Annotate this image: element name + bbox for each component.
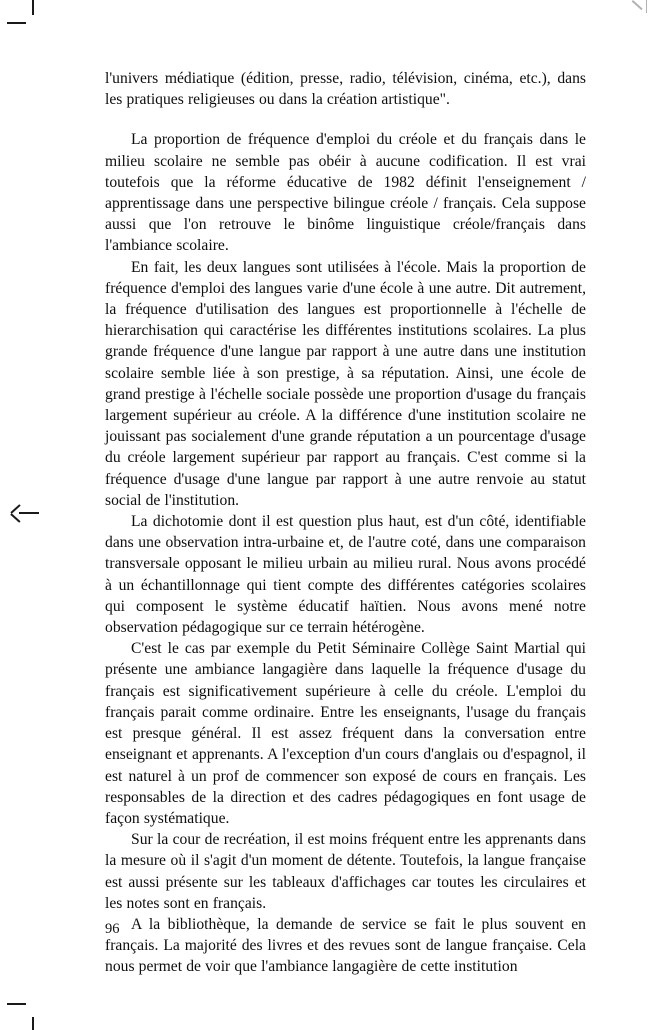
crop-mark-bottom-left-horizontal (7, 1003, 26, 1005)
registration-arrow-mark (11, 503, 39, 523)
paragraph-4: La dichotomie dont il est question plus haut, est d'un côté, identifiable dans une observation intra-urbaine et, de l'autre coté, dans une comparaison transversale opposant le milieu urbain au milieu rural. Nous avons procédé à un échantillonnage qui tient compte des différentes catégories scolaires qui composent le système éducatif haïtien. Nous avons mené notre observation pédagogique sur ce terrain hétérogène. (105, 513, 586, 637)
paragraph-1: l'univers médiatique (édition, presse, radio, télévision, cinéma, etc.), dans les pratiques religieuses ou dans la création artistique". (105, 70, 586, 109)
page-number: 96 (105, 921, 120, 937)
registration-arrow-bar (19, 512, 39, 514)
paragraph-7: A la bibliothèque, la demande de service se fait le plus souvent en français. La majorité des livres et des revues sont de langue française. Cela nous permet de voir que l'ambiance langagière de cette institution (105, 915, 586, 976)
paragraph-3: En fait, les deux langues sont utilisées à l'école. Mais la proportion de fréquence d'emploi des langues varie d'une école à une autre. Dit autrement, la fréquence d'utilisation des langues est proportionnelle à l'échelle de hierarchisation qui caractérise les différentes institutions scolaires. La plus grande fréquence d'une langue par rapport à une autre dans une institution scolaire semble liée à son prestige, à sa réputation. Ainsi, une école de grand prestige à l'échelle sociale possède une proportion d'usage du français largement supérieur au créole. A la différence d'une institution scolaire ne jouissant pas socialement d'une grande réputation a un pourcentage d'usage du créole largement supérieur par rapport au français. C'est comme si la fréquence d'usage d'une langue par rapport à une autre renvoie au statut social de l'institution. (105, 258, 586, 509)
paragraph-5: C'est le cas par exemple du Petit Séminaire Collège Saint Martial qui présente une ambiance langagière dans laquelle la fréquence d'usage du français est significativement supérieure à celle du créole. L'emploi du français parait comme ordinaire. Entre les enseignants, l'usage du français est presque général. Il est assez fréquent dans la conversation entre enseignant et apprenants. A l'exception d'un cours d'anglais ou d'espagnol, il est naturel à un prof de commencer son exposé de cours en français. Les responsables de la direction et des cadres pédagogiques en font usage de façon systématique. (105, 640, 586, 827)
crop-mark-top-left-vertical (32, 0, 34, 15)
crop-mark-top-right (633, 0, 647, 14)
crop-mark-top-left-horizontal (7, 22, 26, 24)
paragraph-6: Sur la cour de recréation, il est moins fréquent entre les apprenants dans la mesure où il s'agit d'un moment de détente. Toutefois, la langue française est aussi présente sur les tableaux d'affichages car toutes les circulaires et les notes sont en français. (105, 831, 586, 912)
paragraph-2: La proportion de fréquence d'emploi du créole et du français dans le milieu scolaire ne semble pas obéir à aucune codification. Il est vrai toutefois que la réforme éducative de 1982 définit l'enseignement / apprentissage dans une perspective bilingue créole / français. Cela suppose aussi que l'on retrouve le binôme linguistique créole/français dans l'ambiance scolaire. (105, 131, 586, 255)
registration-arrow-lower-stroke (10, 513, 20, 522)
crop-mark-bottom-left-vertical (32, 1017, 34, 1030)
body-text-column (105, 68, 586, 978)
